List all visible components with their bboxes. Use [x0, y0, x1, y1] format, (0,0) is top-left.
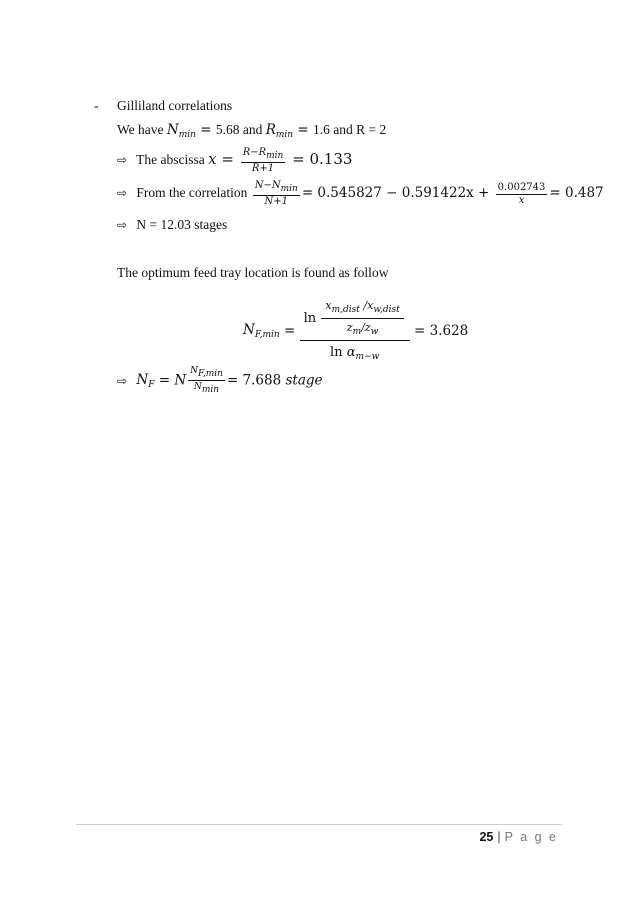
feed-equation: $N_{F,min}$ = ln $\frac{x_{m,dist} /x_{w,dist}}{z_m/z_w}$ $\ln \alpha_{m-w}$ = 3.628: [243, 299, 469, 362]
correlation-expression: = 0.545827 − 0.591422x +: [301, 185, 494, 202]
correlation-label: From the correlation: [136, 185, 251, 201]
feed-numerator: ln $\frac{x_{m,dist} /x_{w,dist}}{z_m/z_w}$: [300, 300, 410, 341]
given-prefix: We have: [117, 122, 167, 137]
abscissa-result: 0.133: [309, 150, 353, 169]
and-text-1: and: [239, 122, 266, 137]
correlation-fraction: $\frac{N-N_{min}}{N+1}$: [254, 180, 298, 207]
ln-text: ln: [303, 310, 317, 326]
correlation-constant-fraction: $\frac{0.002743}{x}$: [497, 181, 546, 206]
feed-tray-text: The optimum feed tray location is found as follow: [117, 265, 389, 280]
final-unit: stage: [285, 372, 323, 389]
correlation-line: [117, 180, 604, 208]
abscissa-label: The abscissa: [136, 152, 209, 168]
footer-separator: |: [497, 830, 501, 844]
footer-divider: [76, 824, 562, 825]
feed-denominator: $\ln \alpha_{m-w}$: [330, 345, 380, 362]
correlation-constant: 0.002743: [497, 181, 546, 193]
section-bullet: -: [94, 98, 99, 113]
final-fraction: $\frac{N_{F,min}}{N_{min}}$: [190, 366, 223, 395]
section-heading: Gilliland correlations: [117, 98, 233, 113]
final-line: ⇨ $N_F = N$ $\frac{N_{F,min}}{N_{min}}$ = 7.688 stage: [117, 366, 323, 395]
arrow-icon: ⇨: [117, 373, 128, 388]
abscissa-fraction: $\frac{R-R_{min}}{R+1}$: [242, 147, 284, 174]
arrow-icon: ⇨: [117, 218, 128, 232]
given-values-line: We have $N_{min} = 5.68$ and $R_{min} = 1.6$ and R = 2: [117, 122, 387, 140]
abscissa-line: ⇨ The abscissa x = $\frac{R-R_{min}}{R+1}$ = 0.133: [117, 147, 353, 174]
arrow-icon: ⇨: [117, 153, 128, 168]
final-result: = 7.688: [226, 372, 286, 389]
and-text-2: and R = 2: [329, 122, 387, 137]
arrow-icon: ⇨: [117, 186, 128, 201]
page-number: 25: [479, 830, 494, 844]
page-footer: [479, 830, 558, 844]
nmin-value: 5.68: [215, 122, 240, 137]
page-word: P a g e: [504, 830, 558, 844]
feed-result: = 3.628: [414, 323, 469, 339]
stages-line: [117, 217, 227, 233]
correlation-result: = 0.487: [549, 185, 604, 202]
stages-text: N = 12.03 stages: [136, 217, 228, 232]
feed-fraction: [300, 300, 410, 362]
rmin-value: 1.6: [313, 122, 330, 137]
